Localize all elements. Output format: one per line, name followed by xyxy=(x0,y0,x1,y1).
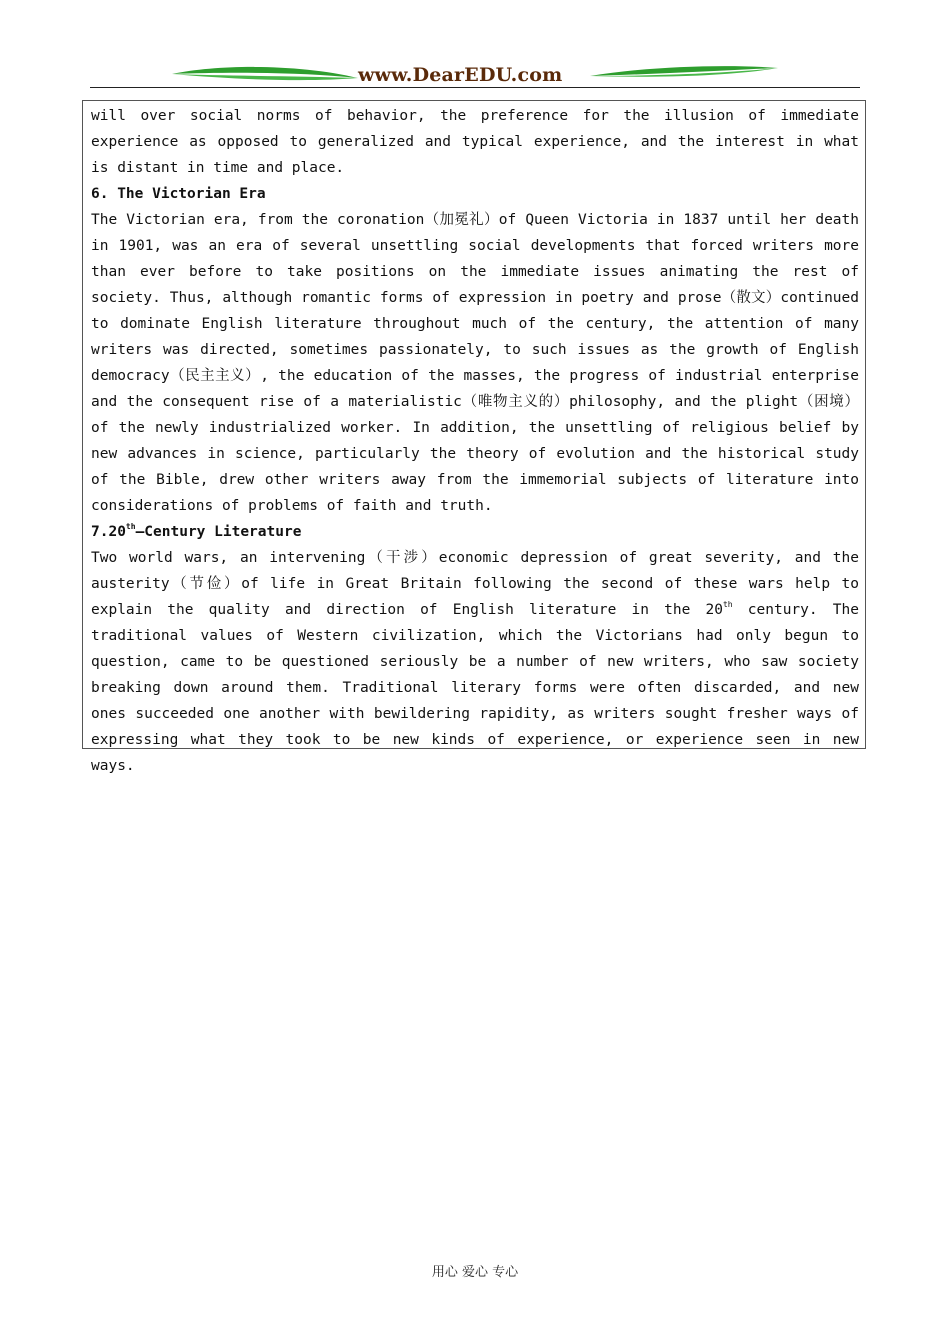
victorian-heading: 6. The Victorian Era xyxy=(91,186,266,202)
paragraph-part-one: Two world wars, an intervening（干涉）economic depression of great severity, and the austerity（节俭）of life in Great Britain following the second of these wars help to explain the quality and direction of English literature in the 20 xyxy=(91,550,859,618)
intro-paragraph: will over social norms of behavior, the preference for the illusion of immediate experience as opposed to generalized and typical experience, and the interest in what is distant in time and place. xyxy=(91,108,859,176)
site-logo-text[interactable]: www.DearEDU.com xyxy=(358,64,563,86)
paragraph-part-two: century. The traditional values of Western civilization, which the Victorians had only begun to question, came to be questioned seriously be a number of new writers, who saw society breaking down around them. Traditional literary forms were often discarded, and new ones succeeded one another with bewildering rapidity, as writers sought fresher ways of expressing what they took to be new kinds of experience, or experience seen in new ways. xyxy=(91,602,859,774)
twentieth-century-paragraph xyxy=(91,545,859,779)
heading-title: —Century Literature xyxy=(135,524,302,540)
twentieth-century-heading xyxy=(91,519,859,545)
heading-number: 7.20 xyxy=(91,524,126,540)
paragraph-superscript: th xyxy=(722,600,733,610)
heading-superscript: th xyxy=(125,522,136,532)
content-table-cell xyxy=(82,100,866,774)
header-divider xyxy=(90,87,860,88)
page-footer: 用心 爱心 专心 xyxy=(431,1265,519,1280)
document-body xyxy=(91,103,859,779)
site-header xyxy=(90,60,860,90)
victorian-paragraph: The Victorian era, from the coronation（加冕礼）of Queen Victoria in 1837 until her death in 1901, was an era of several unsettling social developments that forced writers more than ever before to take positions on the immediate issues animating the rest of society. Thus, although romantic forms of expression in poetry and prose（散文）continued to dominate English literature throughout much of the century, the attention of many writers was directed, sometimes passionately, to such issues as the growth of English democracy（民主主义）, the education of the masses, the progress of industrial enterprise and the consequent rise of a materialistic（唯物主义的）philosophy, and the plight（困境）of the newly industrialized worker. In addition, the unsettling of religious belief by new advances in science, particularly the theory of evolution and the historical study of the Bible, drew other writers away from the immemorial subjects of literature into considerations of problems of faith and truth. xyxy=(91,212,859,514)
